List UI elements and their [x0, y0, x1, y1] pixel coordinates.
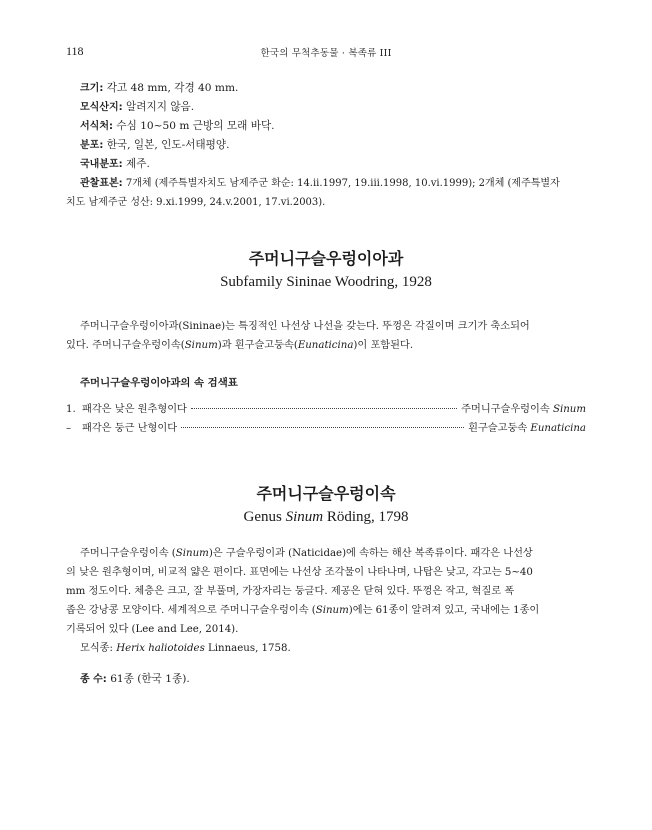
genus-desc-line-2: 의 낮은 원추형이며, 비교적 얇은 편이다. 표면에는 나선상 조각물이 나타나며, 나탑은 낮고, 각고는 5~40 — [66, 567, 533, 578]
subfamily-title — [66, 246, 586, 291]
key-row-number: 1. — [66, 404, 76, 415]
genus-description — [66, 544, 586, 658]
page-header — [66, 44, 586, 60]
genus-title — [66, 481, 586, 526]
key-row — [66, 400, 586, 418]
info-value: 제주. — [126, 158, 150, 170]
genus-title-ko: 주머니구슬우렁이속 — [256, 484, 396, 503]
species-info — [66, 79, 586, 212]
genus-title-en: Genus Sinum Röding, 1798 — [243, 509, 409, 525]
info-label: 분포 — [80, 140, 100, 151]
key-row-result: 흰구슬고둥속 Eunaticina — [468, 423, 586, 434]
info-type-locality: 모식산지: 알려지지 않음. — [80, 101, 195, 113]
info-size: 크기: 각고 48 mm, 각경 40 mm. — [80, 82, 239, 94]
genus-desc-line-1: 주머니구슬우렁이속 (Sinum)은 구슬우렁이과 (Naticidae)에 속하는 해산 복족류이다. 패각은 나선상 — [80, 548, 533, 559]
species-count-label: 종 수: — [80, 674, 107, 685]
subfamily-desc-line-1: 주머니구슬우렁이아과(Sininae)는 특징적인 나선상 나선을 갖는다. 뚜껑은 각질이며 크기가 축소되어 — [80, 321, 530, 332]
specimens-line-1: 관찰표본: 7개체 (제주특별자치도 남제주군 화순: 14.ii.1997, 19.iii.1998, 10.vi.1999); 2개체 (제주특별자 — [80, 178, 560, 189]
specimens-text-1: 7개체 (제주특별자치도 남제주군 화순: 14.ii.1997, 19.iii.1998, 10.vi.1999); 2개체 (제주특별자 — [125, 178, 560, 189]
info-value: 수심 10~50 m 근방의 모래 바닥. — [116, 120, 275, 132]
species-count-value: 61종 (한국 1종). — [110, 673, 190, 685]
genus-desc-line-3: mm 정도이다. 체층은 크고, 잘 부풀며, 가장자리는 둥글다. 제공은 닫혀 있다. 뚜껑은 작고, 혁질로 폭 — [66, 586, 515, 597]
running-title: 한국의 무척추동물 · 복족류 III — [260, 48, 392, 59]
info-value: 각고 48 mm, 각경 40 mm. — [106, 82, 239, 94]
page-number: 118 — [66, 44, 84, 58]
subfamily-description — [66, 317, 586, 355]
type-species: 모식종: Herix haliotoides Linnaeus, 1758. — [80, 643, 291, 654]
specimens-label: 관찰표본 — [80, 178, 119, 189]
key-row-text: 패각은 낮은 원추형이다 — [82, 404, 187, 415]
info-distribution: 분포: 한국, 일본, 인도-서태평양. — [80, 139, 230, 151]
info-value: 알려지지 않음. — [126, 101, 195, 113]
key-row-number: – — [66, 423, 72, 434]
genus-desc-line-5: 기록되어 있다 (Lee and Lee, 2014). — [66, 624, 239, 635]
key-leader-dots — [181, 427, 464, 428]
key-leader-dots — [191, 408, 457, 409]
specimens-line-2: 치도 남제주군 성산: 9.xi.1999, 24.v.2001, 17.vi.2003). — [66, 197, 326, 208]
info-label: 모식산지 — [80, 102, 119, 113]
key-row — [66, 419, 586, 437]
info-label: 서식처 — [80, 121, 109, 132]
species-count — [66, 670, 586, 689]
subfamily-title-ko: 주머니구슬우렁이아과 — [248, 249, 404, 268]
subfamily-title-en: Subfamily Sininae Woodring, 1928 — [220, 274, 432, 290]
genus-desc-line-4: 좁은 강낭콩 모양이다. 세계적으로 주머니구슬우렁이속 (Sinum)에는 61종이 알려져 있고, 국내에는 1종이 — [66, 605, 540, 616]
key-row-text: 패각은 둥근 난형이다 — [82, 423, 178, 434]
key-row-result: 주머니구슬우렁이속 Sinum — [461, 404, 586, 415]
info-domestic-distribution: 국내분포: 제주. — [80, 158, 150, 170]
info-habitat: 서식처: 수심 10~50 m 근방의 모래 바닥. — [80, 120, 275, 132]
info-value: 한국, 일본, 인도-서태평양. — [106, 139, 230, 151]
key-heading: 주머니구슬우렁이아과의 속 검색표 — [80, 377, 238, 389]
subfamily-desc-line-2: 있다. 주머니구슬우렁이속(Sinum)과 흰구슬고둥속(Eunaticina)이 포함된다. — [66, 340, 414, 351]
info-label: 국내분포 — [80, 159, 119, 170]
info-label: 크기 — [80, 83, 100, 94]
